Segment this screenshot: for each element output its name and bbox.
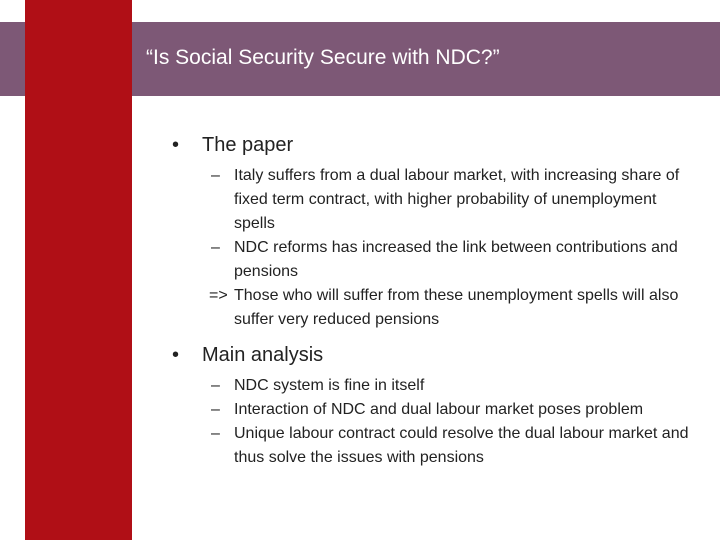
list-item (172, 398, 692, 422)
list-item (172, 164, 692, 236)
arrow-icon: => (209, 287, 228, 304)
list-item (172, 422, 692, 470)
dash-icon: – (211, 167, 220, 184)
section-heading-label: Main analysis (202, 344, 324, 366)
accent-bar (25, 0, 132, 540)
spacer (172, 332, 692, 342)
list-item-text: Unique labour contract could resolve the dual labour market and thus solve the issues with pensions (234, 425, 689, 466)
dash-icon: – (211, 239, 220, 256)
list-item-text: Those who will suffer from these unemployment spells will also suffer very reduced pensions (234, 287, 679, 328)
slide-content (172, 132, 692, 470)
dash-icon: – (211, 377, 220, 394)
list-item-text: NDC reforms has increased the link between contributions and pensions (234, 239, 678, 280)
list-item (172, 374, 692, 398)
section-heading-main-analysis (172, 342, 692, 368)
list-item (172, 284, 692, 332)
list-item-text: NDC system is fine in itself (234, 377, 425, 394)
section-heading-label: The paper (202, 134, 294, 156)
dash-icon: – (211, 425, 220, 442)
list-item-text: Interaction of NDC and dual labour market poses problem (234, 401, 644, 418)
section-heading-paper (172, 132, 692, 158)
list-item (172, 236, 692, 284)
slide-title: “Is Social Security Secure with NDC?” (146, 46, 500, 69)
dash-icon: – (211, 401, 220, 418)
bullet-icon: • (172, 344, 180, 366)
list-item-text: Italy suffers from a dual labour market, with increasing share of fixed term contract, with higher probability of unemployment spells (234, 167, 680, 232)
bullet-icon: • (172, 134, 180, 156)
